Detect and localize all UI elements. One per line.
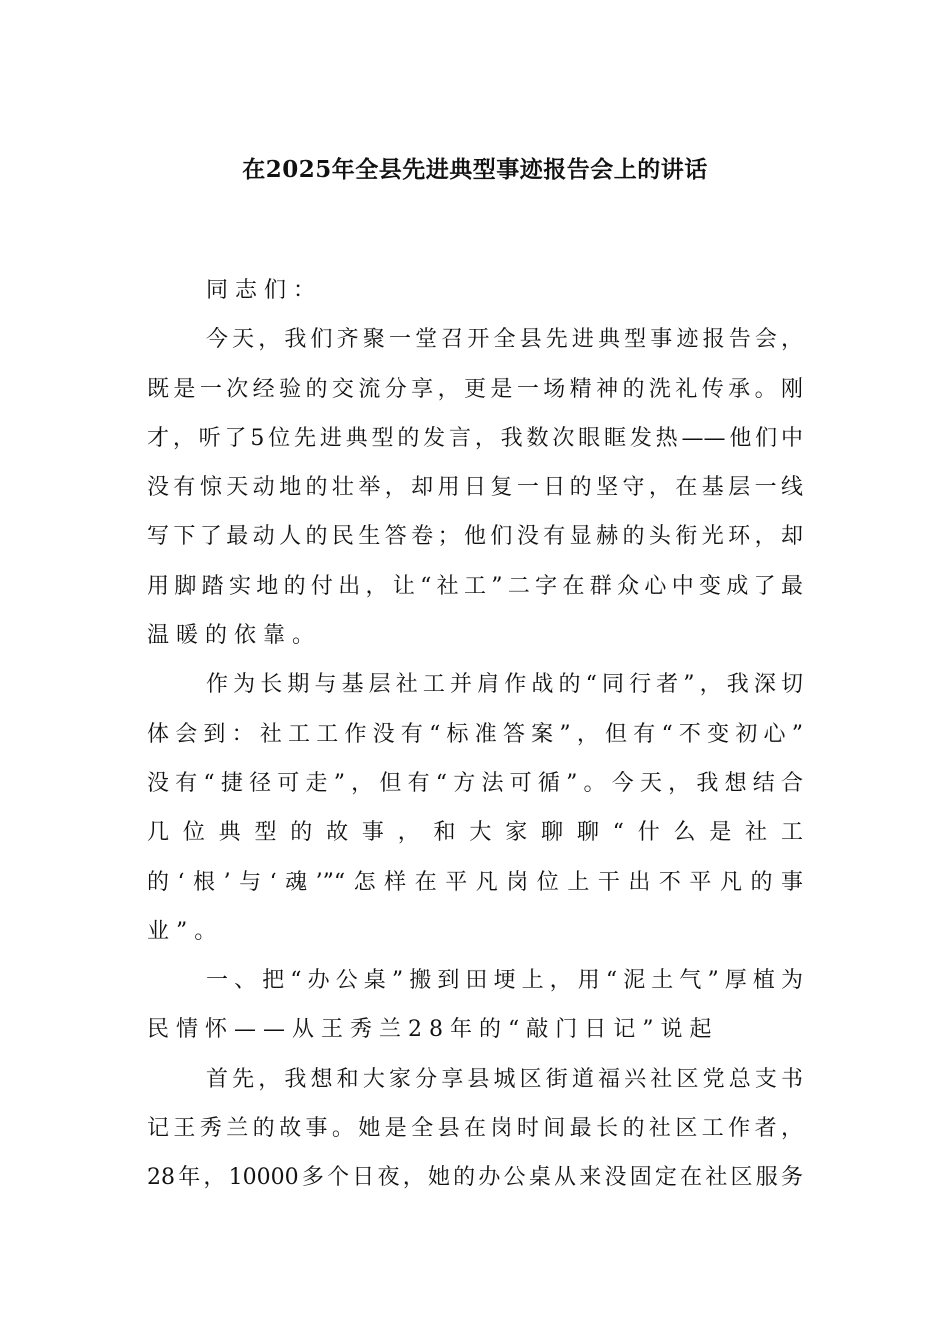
- text-line: 民情怀——从王秀兰28年的“敲门日记”说起: [147, 1017, 719, 1043]
- text-line: 温暖的依靠。: [147, 623, 322, 649]
- text-line: 既是一次经验的交流分享，更是一场精神的洗礼传承。刚: [147, 376, 803, 402]
- salutation: [147, 266, 803, 315]
- text-line: 几位典型的故事，和大家聊聊“什么是社工: [147, 820, 803, 846]
- text-line: 才，听了5位先进典型的发言，我数次眼眶发热——他们中: [147, 425, 803, 451]
- paragraph-wang-xiulan: [147, 1055, 803, 1203]
- text-line: 用脚踏实地的付出，让“社工”二字在群众心中变成了最: [147, 573, 803, 599]
- text-line: 一、把“办公桌”搬到田埂上，用“泥土气”厚植为: [206, 968, 803, 994]
- text-line: 记王秀兰的故事。她是全县在岗时间最长的社区工作者，: [147, 1116, 803, 1142]
- text-line: 作为长期与基层社工并肩作战的“同行者”，我深切: [206, 672, 803, 698]
- text-line: 体会到：社工工作没有“标准答案”，但有“不变初心”: [147, 721, 803, 747]
- paragraph-opening: [147, 315, 803, 660]
- paragraph-reflection: [147, 660, 803, 956]
- text-line: 同志们：: [206, 278, 323, 303]
- text-line: 首先，我想和大家分享县城区街道福兴社区党总支书: [206, 1066, 803, 1092]
- text-line: 没有“捷径可走”，但有“方法可循”。今天，我想结合: [147, 770, 803, 796]
- text-line: 业”。: [147, 918, 224, 944]
- text-line: 今天，我们齐聚一堂召开全县先进典型事迹报告会，: [206, 327, 803, 353]
- text-line: 没有惊天动地的壮举，却用日复一日的坚守，在基层一线: [147, 475, 803, 501]
- text-line: 写下了最动人的民生答卷；他们没有显赫的头衔光环，却: [147, 524, 803, 550]
- text-line: 的‘根’与‘魂’”“怎样在平凡岗位上干出不平凡的事: [147, 869, 803, 895]
- document-body: [147, 266, 803, 1203]
- section-heading-1: [147, 956, 803, 1055]
- document-title: 在2025年全县先进典型事迹报告会上的讲话: [242, 156, 708, 183]
- text-line: 28年，10000多个日夜，她的办公桌从来没固定在社区服务: [147, 1165, 803, 1191]
